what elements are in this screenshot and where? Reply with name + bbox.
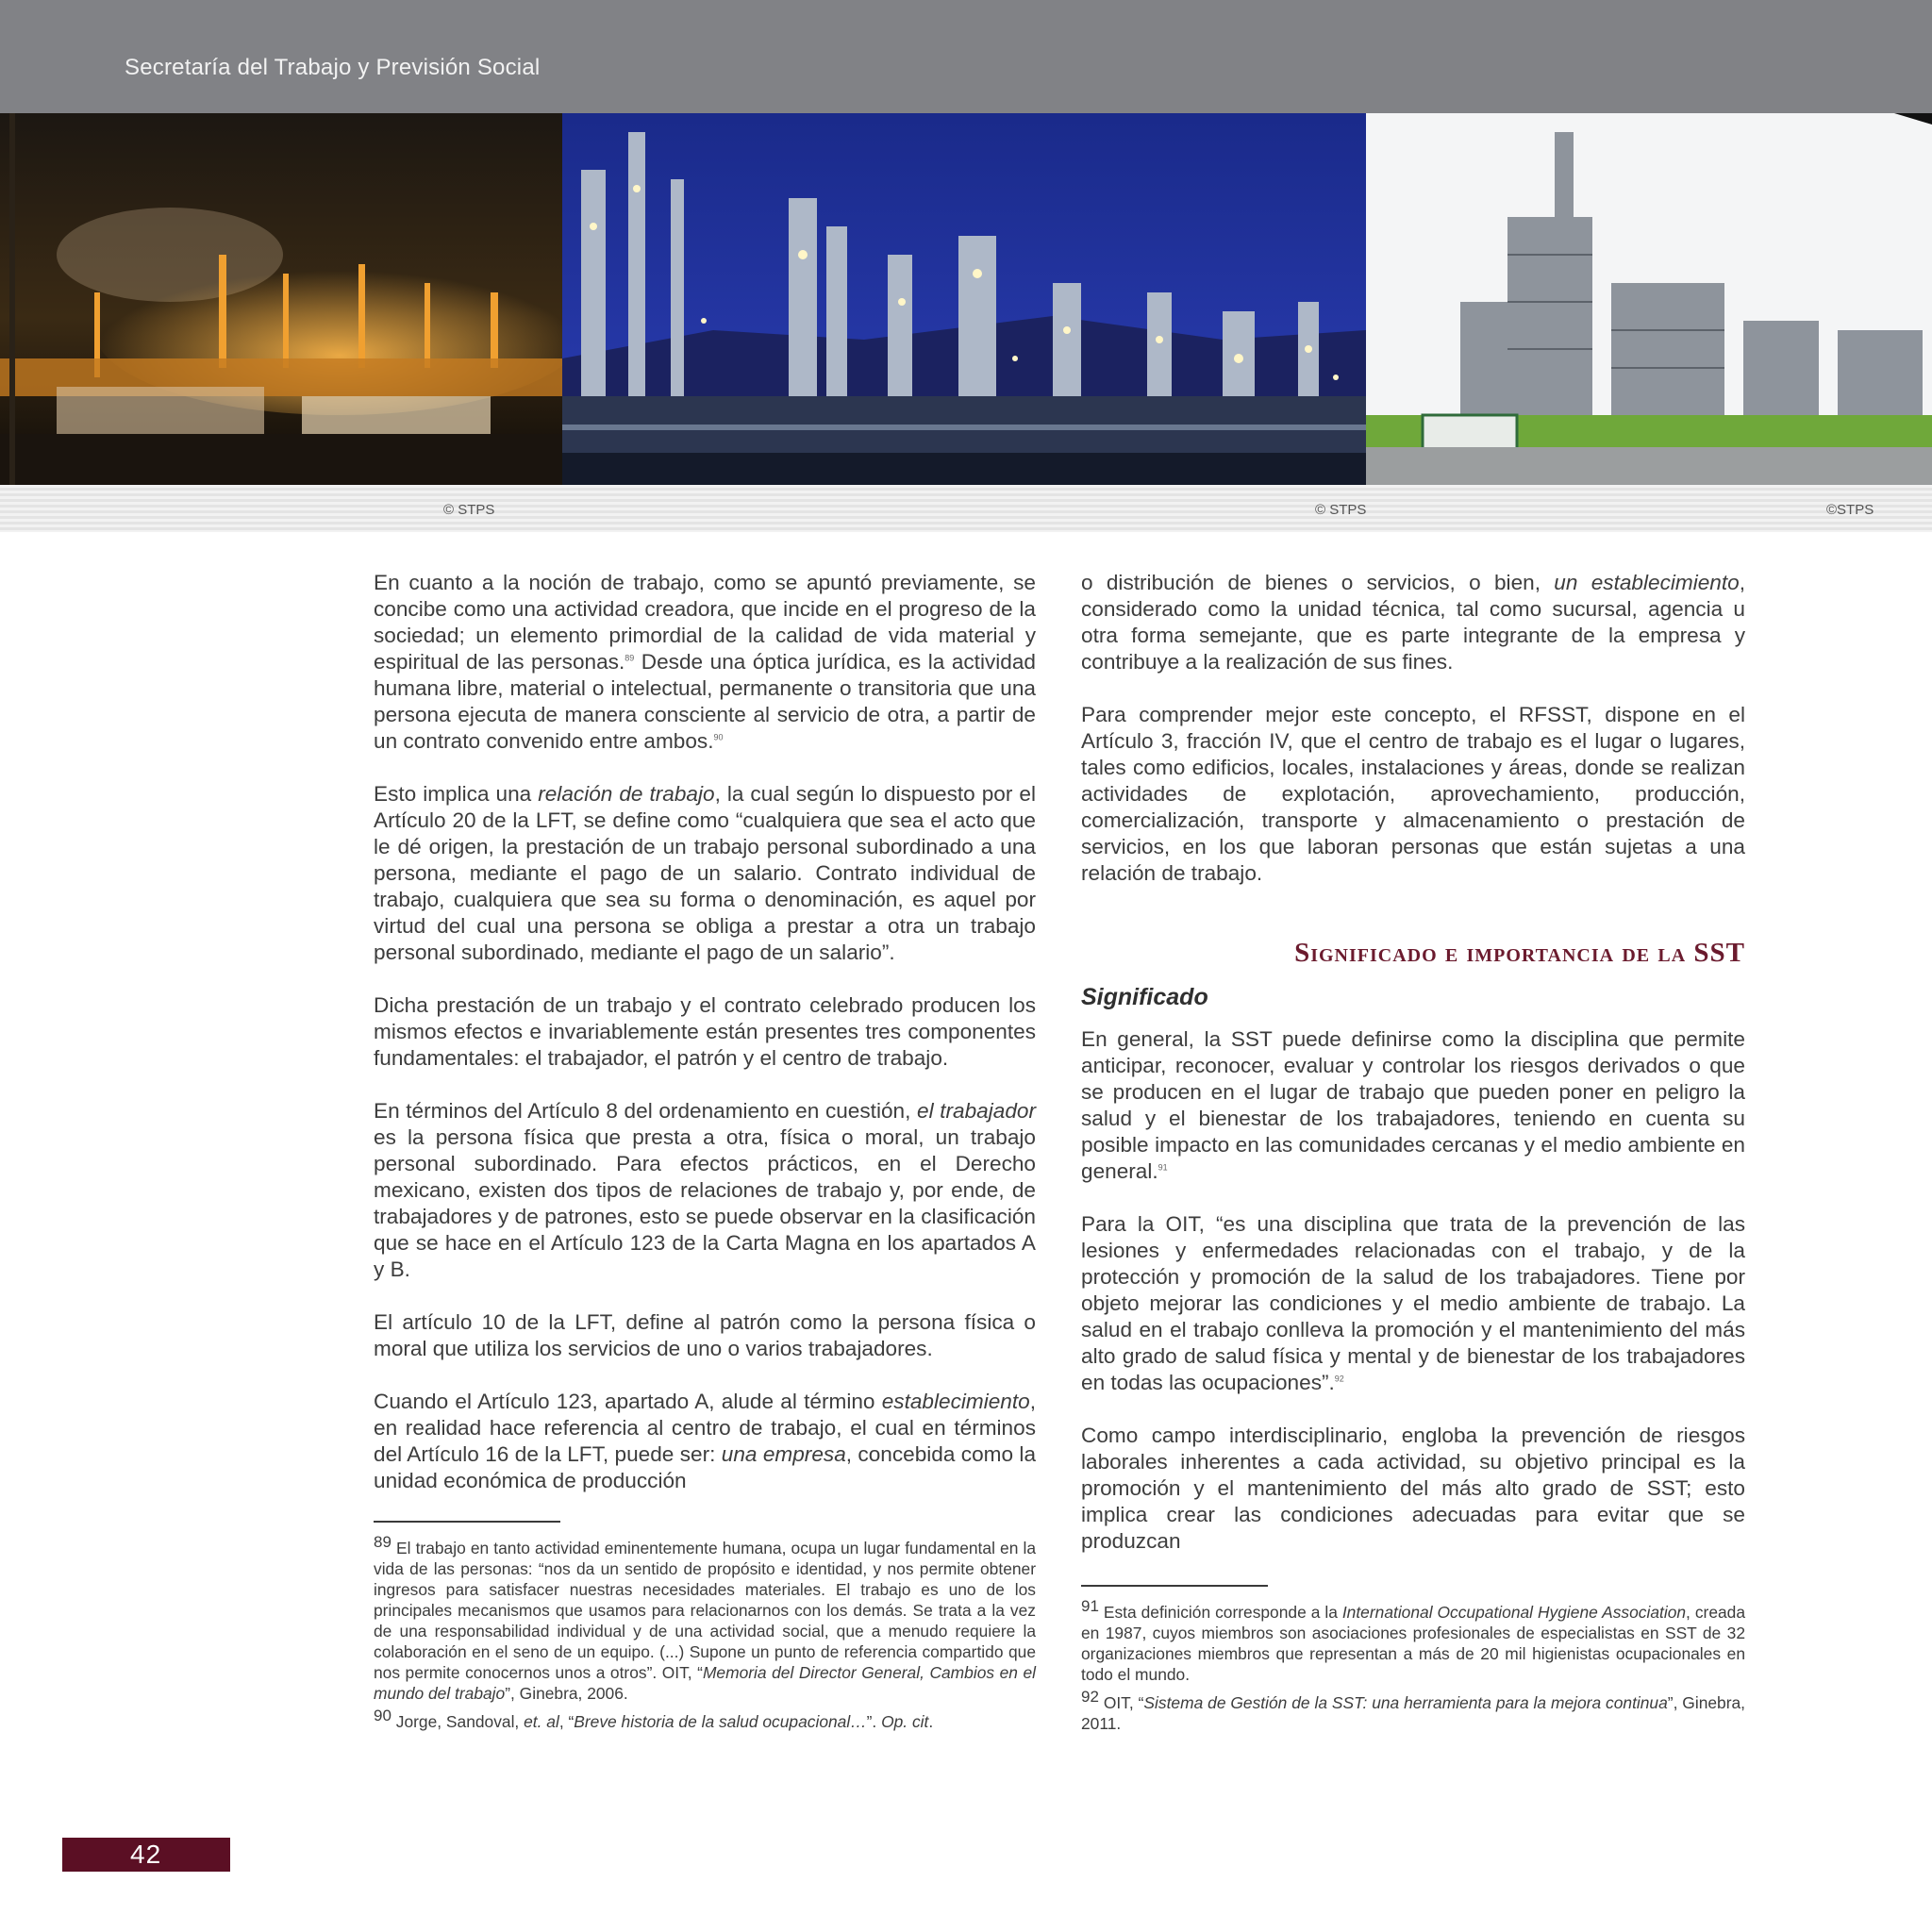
- photo-caption-bar: [0, 485, 1932, 532]
- photo-credit: © STPS: [443, 502, 495, 518]
- footnote-divider: [374, 1521, 560, 1523]
- footnote-89: 89 El trabajo en tanto actividad eminentemente humana, ocupa un lugar fundamental en la vida de las personas: “nos da un sentido de propósito e identidad, y nos permite obtener ingresos para satisfacer nuestras necesidades materiales. El trabajo es uno de los principales mecanismos que usamos para relacionarnos con los demás. Se trata a la vez de una responsabilidad individual y de una actividad social, que a menudo requiere la colaboración en el seno de un equipo. (...) Supone un punto de referencia compartido que nos permite conocernos unos a otros”. OIT, “Memoria del Director General, Cambios en el mundo del trabajo”, Ginebra, 2006.: [374, 1533, 1036, 1703]
- body-paragraph: Para la OIT, “es una disciplina que trata de la prevención de las lesiones y enfermedades relacionadas con el trabajo, y de la protección y promoción de la salud de los trabajadores. Tiene por objeto mejorar las condiciones y el medio ambiente de trabajo. La salud en el trabajo conlleva la promoción y el mantenimiento del más alto grado de salud física y mental y de bienestar de los trabajadores en todas las ocupaciones”.$^{92}$: [1081, 1212, 1745, 1394]
- header-title: Secretaría del Trabajo y Previsión Social: [125, 55, 541, 80]
- footnote-ref[interactable]: 92: [1334, 1374, 1344, 1384]
- body-paragraph: En cuanto a la noción de trabajo, como se apuntó previamente, se concibe como una actividad creadora, que incide en el progreso de la sociedad; un elemento primordial de la calidad de vida material y espiritual de las personas.$^{89}$ Desde una óptica jurídica, es la actividad humana libre, material o intelectual, permanente o transitoria que una persona ejecuta de manera consciente al servicio de otra, a partir de un contrato convenido entre ambos.$^{90}$: [374, 571, 1036, 753]
- body-paragraph: El artículo 10 de la LFT, define al patrón como la persona física o moral que utiliza los servicios de uno o varios trabajadores.: [374, 1310, 1036, 1360]
- page-number: 42: [130, 1840, 162, 1869]
- body-paragraph: o distribución de bienes o servicios, o bien, un establecimiento, considerado como la unidad técnica, tal como sucursal, agencia u otra forma semejante, que es parte integrante de la empresa y contribuye a la realización de sus fines.: [1081, 571, 1745, 674]
- footnote-90: 90 Jorge, Sandoval, et. al, “Breve historia de la salud ocupacional…”. Op. cit.: [374, 1707, 934, 1731]
- refinery-night-blue-photo: [562, 113, 1366, 485]
- body-paragraph: Esto implica una relación de trabajo, la cual según lo dispuesto por el Artículo 20 de la LFT, se define como “cualquiera que sea el acto que le dé origen, la prestación de un trabajo personal subordinado a una persona, mediante el pago de un salario. Contrato individual de trabajo, cualquiera que sea su forma o denominación, es aquel por virtud del cual una persona se obliga a prestar a otra un trabajo personal subordinado, mediante el pago de un salario”.: [374, 782, 1036, 964]
- body-paragraph: Cuando el Artículo 123, apartado A, alude al término establecimiento, en realidad hace referencia al centro de trabajo, el cual en términos del Artículo 16 de la LFT, puede ser: una empresa, concebida como la unidad económica de producción: [374, 1390, 1037, 1492]
- subheading: Significado: [1081, 984, 1208, 1010]
- left-footnotes: [374, 1521, 1036, 1740]
- footnote-divider: [1081, 1585, 1268, 1587]
- left-column: [374, 570, 1036, 1494]
- body-paragraph: En general, la SST puede definirse como la disciplina que permite anticipar, reconocer, evaluar y controlar los riesgos derivados o que se producen en el lugar de trabajo que pueden poner en peligro la salud y el bienestar de los trabajadores, teniendo en cuenta su posible impacto en las comunidades cercanas y el medio ambiente en general.$^{91}$: [1081, 1027, 1745, 1183]
- photo-strip: [0, 113, 1932, 485]
- refinery-daylight-photo: [1366, 113, 1932, 485]
- section-title: Significado e importancia de la SST: [1294, 938, 1745, 968]
- footnote-92: 92 OIT, “Sistema de Gestión de la SST: una herramienta para la mejora continua”, Ginebra, 2011.: [1081, 1688, 1746, 1733]
- body-paragraph: Para comprender mejor este concepto, el RFSST, dispone en el Artículo 3, fracción IV, que el centro de trabajo es el lugar o lugares, tales como edificios, locales, instalaciones y áreas, donde se realizan actividades de explotación, aprovechamiento, producción, comercialización, transporte y almacenamiento o prestación de servicios, en los que laboran personas que están sujetas a una relación de trabajo.: [1081, 703, 1745, 885]
- footnote-ref[interactable]: 89: [625, 653, 635, 663]
- right-column: [1081, 570, 1745, 1555]
- right-footnotes: [1081, 1585, 1745, 1741]
- photo-credit: © STPS: [1315, 502, 1367, 518]
- footnote-91: 91 Esta definición corresponde a la International Occupational Hygiene Association, creada en 1987, cuyos miembros son asociaciones profesionales de especialistas en SST de 32 organizaciones miembros que representan a más de 20 mil higienistas ocupacionales en todo el mundo.: [1081, 1597, 1746, 1684]
- refinery-night-orange-photo: [0, 113, 562, 485]
- footnote-ref[interactable]: 90: [713, 732, 724, 742]
- footnote-ref[interactable]: 91: [1158, 1162, 1168, 1173]
- body-paragraph: Dicha prestación de un trabajo y el contrato celebrado producen los mismos efectos e invariablemente están presentes tres componentes fundamentales: el trabajador, el patrón y el centro de trabajo.: [374, 993, 1036, 1070]
- body-paragraph: En términos del Artículo 8 del ordenamiento en cuestión, el trabajador es la persona física que presta a otra, física o moral, un trabajo personal subordinado. Para efectos prácticos, en el Derecho mexicano, existen dos tipos de relaciones de trabajo y, por ende, de trabajadores y de patrones, esto se puede observar en la clasificación que se hace en el Artículo 123 de la Carta Magna en los apartados A y B.: [374, 1099, 1036, 1281]
- body-paragraph: Como campo interdisciplinario, engloba la prevención de riesgos laborales inherentes a cada actividad, su objetivo principal es la promoción y el mantenimiento del más alto grado de SST; esto implica crear las condiciones adecuadas para evitar que se produzcan: [1081, 1424, 1745, 1553]
- photo-credit: ©STPS: [1826, 502, 1874, 518]
